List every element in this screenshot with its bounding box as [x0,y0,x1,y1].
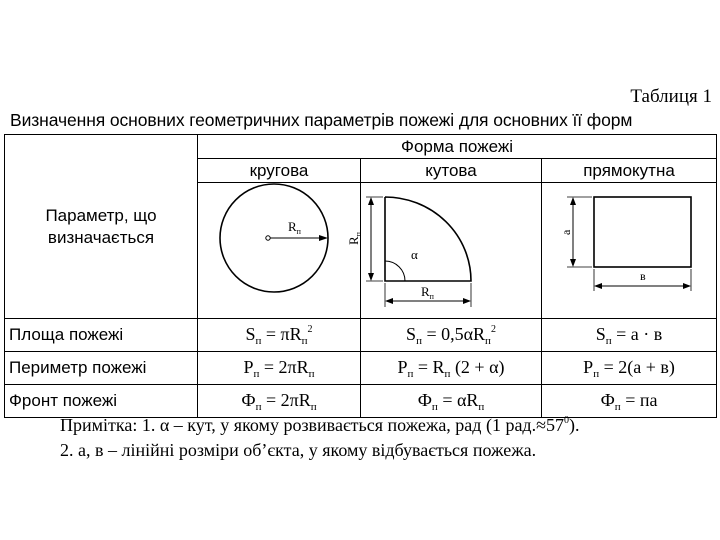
sector-vertical-radius-label: $R_п$ [346,232,363,245]
shape-header-rectangular: прямокутна [542,159,717,183]
note-line-1: Примітка: 1. α – кут, у якому розвивається пожежа, рад (1 $рад.\approx 57^0$). [60,415,580,435]
note-line-2: 2. а, в – лінійні розміри об’єкта, у якому відбувається пожежа. [60,440,537,460]
parameter-header-text: Параметр, що визначається [45,205,157,247]
radius-arrowhead [319,235,328,241]
formula-area-rectangular: $S_п = а \cdot в$ [542,319,717,352]
rect-vertical-arrow-top [570,197,576,205]
circle-fire-diagram [198,183,361,313]
formula-perimeter-circular: $Р_п = 2\pi R_п$ [198,352,361,385]
row-label-front: Фронт пожежі [5,385,198,418]
rectangle-fire-diagram [542,183,717,313]
parameter-header [5,135,198,319]
row-label-area: Площа пожежі [5,319,198,352]
sector-angle-arc [385,261,405,281]
sector-horizontal-radius-label: $R_п$ [421,284,434,301]
formula-perimeter-angular: $Р_п = R_п$ (2 + α) [361,352,542,385]
circle-center-point [266,236,270,240]
table-caption: Таблиця 1 [630,86,712,107]
horizontal-arrow-left [385,298,393,304]
table-title: Визначення основних геометричних параметрів пожежі для основних її форм [10,110,633,130]
table-row [5,319,717,352]
horizontal-arrow-right [463,298,471,304]
formula-area-angular: $S_п = 0,5\alpha R_п^2$ [361,319,542,352]
vertical-arrow-bottom [368,273,374,281]
circle-shape-cell [198,183,361,319]
shape-header-circular: кругова [198,159,361,183]
sector-angle-label: α [411,247,418,262]
fire-rectangle [594,197,691,267]
rect-horizontal-arrow-right [683,283,691,289]
rect-height-label: а [559,229,573,235]
table-row [5,352,717,385]
fire-sector [385,197,471,281]
rect-width-label: в [640,269,646,283]
table-note [60,408,579,463]
rect-vertical-arrow-bottom [570,259,576,267]
rect-horizontal-arrow-left [594,283,602,289]
fire-parameters-table [4,134,717,418]
rectangle-shape-cell [542,183,717,319]
circle-radius-label: $R_п$ [288,219,301,236]
formula-perimeter-rectangular: $Р_п = 2(а + в)$ [542,352,717,385]
shape-group-header: Форма пожежі [198,135,717,159]
row-label-perimeter: Периметр пожежі [5,352,198,385]
shape-header-angular: кутова [361,159,542,183]
formula-area-circular: $S_п = \pi R_п^2$ [198,319,361,352]
formula-front-angular: $Ф_п = \alpha R_п$ [361,385,542,418]
formula-front-circular: $Ф_п = 2\pi R_п$ [198,385,361,418]
vertical-arrow-top [368,197,374,205]
sector-fire-diagram [346,183,542,313]
formula-front-rectangular: $Ф_п$ = па [542,385,717,418]
sector-shape-cell [346,183,542,319]
